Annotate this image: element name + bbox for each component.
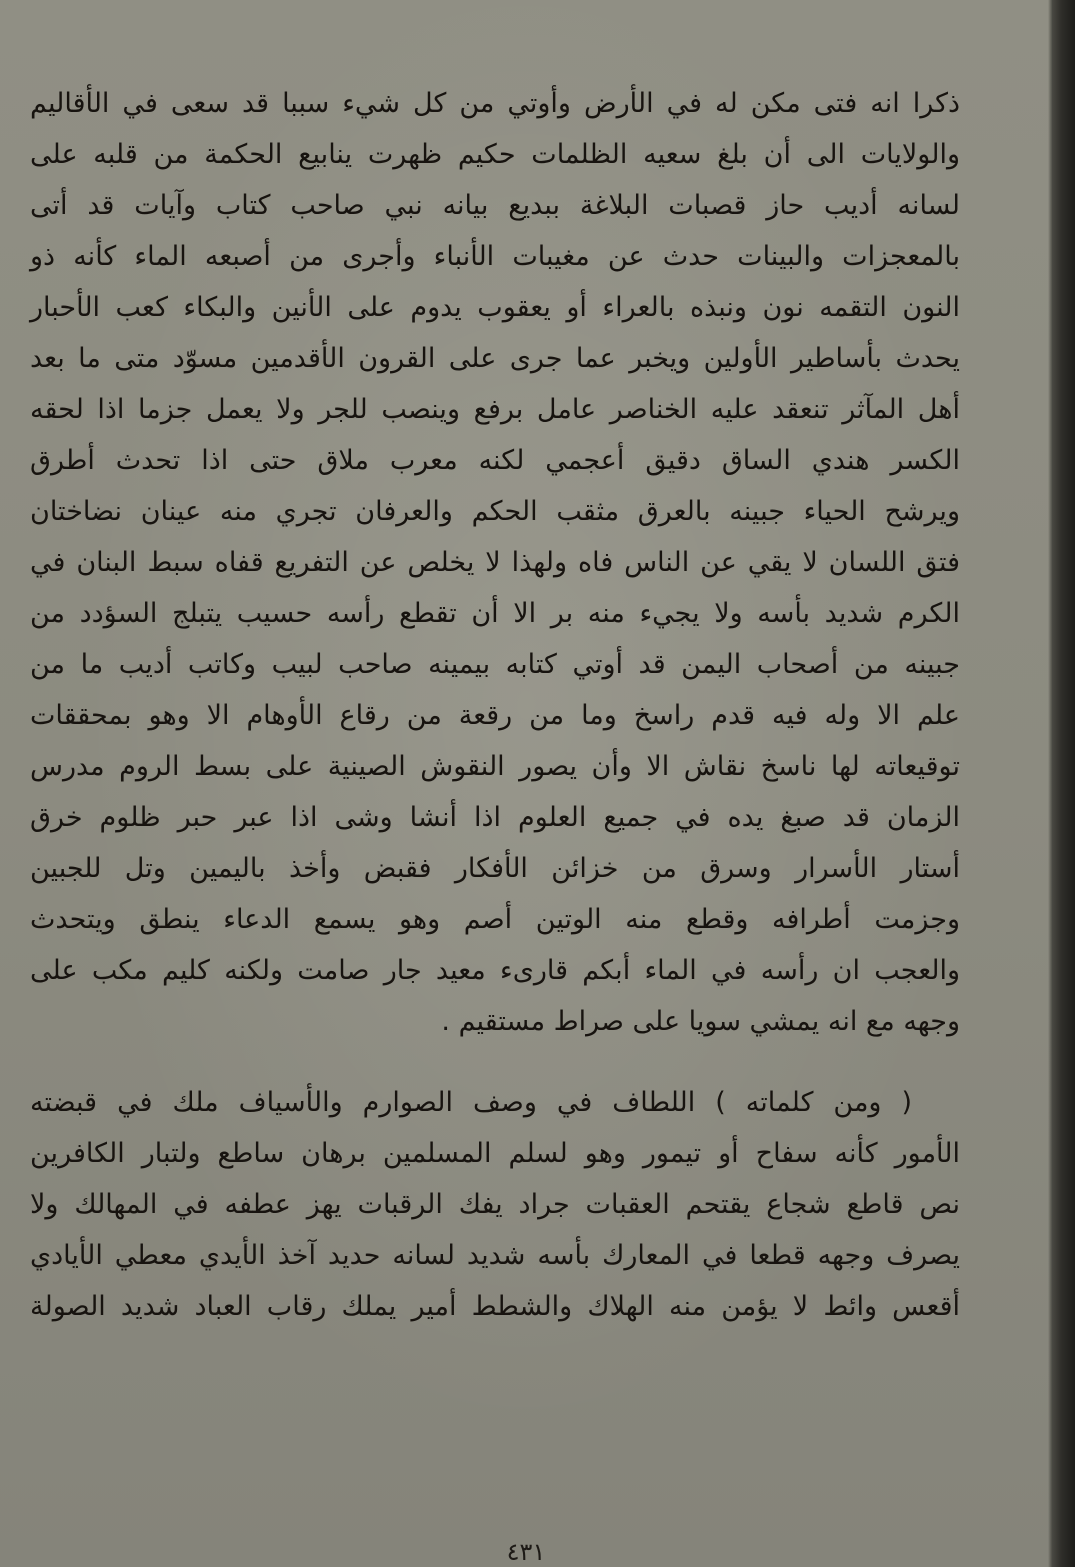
page-number: ٤٣١: [506, 1538, 546, 1566]
text-line: أهل المآثر تنعقد عليه الخناصر عامل برفع وينصب للجر ولا يعمل جزما اذا لحقه: [30, 394, 960, 425]
text-line: الأمور كأنه سفاح أو تيمور وهو لسلم المسلمين برهان ساطع ولتبار الكافرين: [30, 1138, 960, 1169]
text-line: بالمعجزات والبينات حدث عن مغيبات الأنباء وأجرى من أصبعه الماء كأنه ذو: [30, 241, 960, 272]
text-line: وجزمت أطرافه وقطع منه الوتين أصم وهو يسمع الدعاء ينطق ويتحدث: [30, 904, 960, 935]
text-line: والولايات الى أن بلغ سعيه الظلمات حكيم ظهرت ينابيع الحكمة من قلبه على: [30, 139, 960, 170]
text-line: علم الا وله فيه قدم راسخ وما من رقعة من رقاع الأوهام الا وهو بمحققات: [30, 700, 960, 731]
text-line: والعجب ان رأسه في الماء أبكم قارىء معيد جار صامت ولكنه كليم مكب على: [30, 955, 960, 986]
text-line: يحدث بأساطير الأولين ويخبر عما جرى على القرون الأقدمين مسوّد متى ما بعد: [30, 343, 960, 374]
text-line: الكرم شديد بأسه ولا يجيء منه بر الا أن تقطع رأسه حسيب يتبلج السؤدد من: [30, 598, 960, 629]
text-line: نص قاطع شجاع يقتحم العقبات جراد يفك الرقبات يهز عطفه في المهالك ولا: [30, 1189, 960, 1220]
text-line: النون التقمه نون ونبذه بالعراء أو يعقوب يدوم على الأنين والبكاء كعب الأحبار: [30, 292, 960, 323]
text-line: جبينه من أصحاب اليمن قد أوتي كتابه بيمينه صاحب لبيب وكاتب أديب ما من: [30, 649, 960, 680]
text-line: ويرشح الحياء جبينه بالعرق مثقب الحكم والعرفان تجري منه عينان نضاختان: [30, 496, 960, 527]
text-line: أقعس وائط لا يؤمن منه الهلاك والشطط أمير يملك رقاب العباد شديد الصولة: [30, 1291, 960, 1322]
text-line: الكسر هندي الساق دقيق أعجمي لكنه معرب ملاق حتى اذا تحدث أطرق: [30, 445, 960, 476]
text-line: توقيعاته لها ناسخ نقاش الا وأن يصور النقوش الصينية على بسط الروم مدرس: [30, 751, 960, 782]
text-line: يصرف وجهه قطعا في المعارك بأسه شديد لسانه حديد آخذ الأيدي معطي الأيادي: [30, 1240, 960, 1271]
text-line: الزمان قد صبغ يده في جميع العلوم اذا أنشا وشى اذا عبر حبر ظلوم خرق: [30, 802, 960, 833]
book-gutter: [1052, 0, 1075, 1567]
text-line: لسانه أديب حاز قصبات البلاغة ببديع بيانه نبي صاحب كتاب وآيات قد أتى: [30, 190, 960, 221]
text-line: ( ومن كلماته ) اللطاف في وصف الصوارم والأسياف ملك في قبضته: [30, 1087, 912, 1118]
paragraph-2: [30, 1077, 960, 1332]
text-line: فتق اللسان لا يقي عن الناس فاه ولهذا لا يخلص عن التفريع قفاه سبط البنان في: [30, 547, 960, 578]
text-line: أستار الأسرار وسرق من خزائن الأفكار فقبض وأخذ باليمين وتل للجبين: [30, 853, 960, 884]
page-text: [30, 78, 960, 1332]
text-line: وجهه مع انه يمشي سويا على صراط مستقيم .: [441, 1006, 960, 1037]
text-line: ذكرا انه فتى مكن له في الأرض وأوتي من كل شيء سببا قد سعى في الأقاليم: [30, 88, 960, 119]
paragraph-1: [30, 78, 960, 1047]
